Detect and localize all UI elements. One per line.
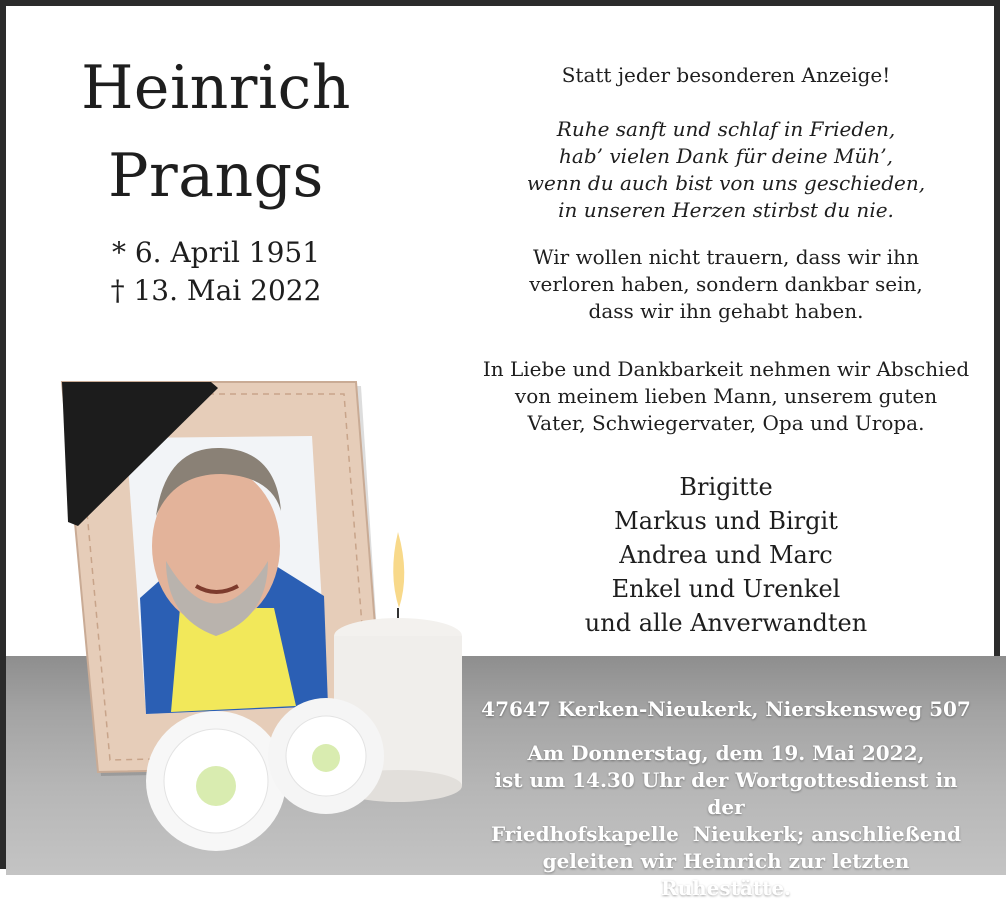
- farewell-line: Vater, Schwiegervater, Opa und Uropa.: [527, 411, 925, 435]
- first-name: Heinrich: [81, 53, 351, 123]
- family-member: und alle Anverwandten: [584, 609, 868, 637]
- family-member: Andrea und Marc: [619, 541, 833, 569]
- family-member: Brigitte: [679, 473, 773, 501]
- service-info: [476, 740, 976, 902]
- birth-date: * 6. April 1951: [111, 236, 321, 269]
- poem-line: wenn du auch bist von uns geschieden,: [526, 171, 926, 195]
- poem: [476, 116, 976, 224]
- last-name: Prangs: [108, 141, 324, 211]
- farewell-text: [476, 356, 976, 437]
- intro-line: Statt jeder besonderen Anzeige!: [561, 63, 891, 87]
- quote-line: verloren haben, sondern dankbar sein,: [529, 272, 923, 296]
- farewell-line: von meinem lieben Mann, unserem guten: [514, 384, 938, 408]
- quote: [476, 244, 976, 325]
- family-member: Markus und Birgit: [614, 507, 838, 535]
- service-line: Am Donnerstag, dem 19. Mai 2022,: [527, 741, 925, 765]
- address: 47647 Kerken-Nieukerk, Nierskensweg 507: [481, 697, 971, 721]
- quote-line: dass wir ihn gehabt haben.: [588, 299, 864, 323]
- quote-line: Wir wollen nicht trauern, dass wir ihn: [533, 245, 919, 269]
- candle-flame: [393, 532, 404, 608]
- death-date: † 13. Mai 2022: [110, 274, 322, 307]
- family-member: Enkel und Urenkel: [611, 575, 841, 603]
- service-line: geleiten wir Heinrich zur letzten Ruhestätte.: [542, 849, 910, 900]
- memorial-photo-illustration: [6, 346, 476, 875]
- farewell-line: In Liebe und Dankbarkeit nehmen wir Abschied: [482, 357, 970, 381]
- service-line: ist um 14.30 Uhr der Wortgottesdienst in der: [494, 768, 958, 819]
- family-list: [476, 470, 976, 640]
- poem-line: in unseren Herzen stirbst du nie.: [558, 198, 894, 222]
- service-line: Friedhofskapelle Nieukerk; anschließend: [490, 822, 962, 846]
- poem-line: Ruhe sanft und schlaf in Frieden,: [556, 117, 896, 141]
- poem-line: hab’ vielen Dank für deine Müh’,: [559, 144, 893, 168]
